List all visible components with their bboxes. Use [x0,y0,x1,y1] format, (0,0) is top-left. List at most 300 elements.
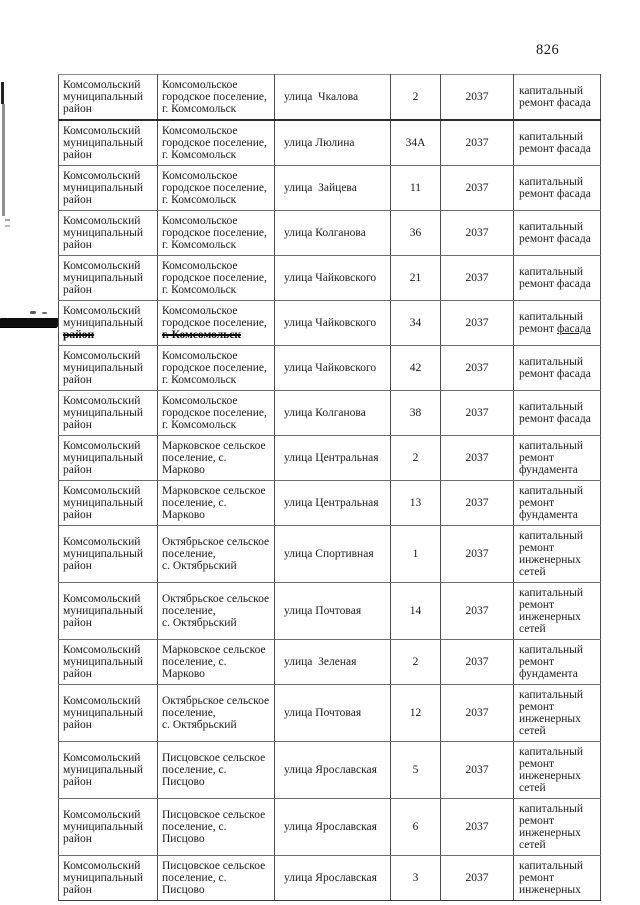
house-number-cell [391,640,441,685]
cell-text-line: с. Октябрьский [162,560,237,572]
house-number-cell [391,166,441,211]
cell-text-line: муниципальный [63,821,144,833]
district-cell [59,742,158,799]
cell-text-line: Комсомольский [63,485,141,497]
cell-text-line: 2037 [465,137,489,149]
year-cell [441,436,514,481]
settlement-cell [158,481,275,526]
cell-text-line: 2037 [465,91,489,103]
cell-text-line: район [63,419,92,431]
cell-text-line: инженерных [519,770,581,782]
cell-text-line: поселение, с. Писцово [162,821,230,845]
settlement-cell [158,742,275,799]
cell-text-line: фундамента [519,464,578,476]
cell-text-line: 3 [412,872,419,884]
cell-text-line: 2037 [465,497,489,509]
cell-text-line: сетей [519,566,546,578]
cell-text-line: Комсомольский [63,536,141,548]
street-cell [275,640,391,685]
cell-text-segment: район [63,329,95,341]
cell-text-line: 2037 [465,407,489,419]
table-row [59,685,601,742]
cell-text-line: район [63,103,92,115]
cell-text-line: Комсомольское [162,170,238,182]
cell-text-line: инженерных [519,611,581,623]
cell-text-line [519,323,596,335]
cell-text-line: поселение, с. Марково [162,656,230,680]
repair-type-cell [514,481,601,526]
cell-text-line: капитальный [519,860,584,872]
cell-text-line: капитальный [519,746,584,758]
cell-text-line: 2037 [465,548,489,560]
cell-text-line: капитальный [519,803,584,815]
cell-text-line: г. Комсомольск [162,419,237,431]
district-cell [59,526,158,583]
cell-text-line: Комсомольское [162,305,238,317]
street-cell [275,436,391,481]
table-row [59,799,601,856]
table-row [59,481,601,526]
cell-text-line: муниципальный [63,272,144,284]
cell-text-line: улица Ярославская [284,872,377,884]
cell-text-line: капитальный [519,485,584,497]
cell-text-line: 6 [412,821,419,833]
cell-text-line: муниципальный [63,548,144,560]
house-number-cell [391,436,441,481]
cell-text-line: 11 [409,182,422,194]
house-number-cell [391,583,441,640]
cell-text-segment: фасада [556,323,591,335]
repair-type-cell [514,166,601,211]
cell-text-line: городское поселение, [162,362,267,374]
cell-text-line: 2037 [465,821,489,833]
cell-text-line: городское поселение, [162,227,267,239]
cell-text-line: 2037 [465,872,489,884]
cell-text-line: улица Зайцева [284,182,357,194]
year-cell [441,583,514,640]
cell-text-line: ремонт [519,497,555,509]
cell-text-line: 12 [409,707,422,719]
street-cell [275,856,391,901]
cell-text-line: поселение, [162,605,216,617]
repair-type-cell [514,583,601,640]
cell-text-line: поселение, с. Писцово [162,872,230,896]
cell-text-line: улица Чайковского [284,362,377,374]
cell-text-line: Комсомольский [63,350,141,362]
cell-text-line: 2037 [465,182,489,194]
cell-text-line: ремонт [519,872,555,884]
cell-text-line: ремонт [519,758,555,770]
repair-type-cell [514,799,601,856]
cell-text-line: Комсомольский [63,395,141,407]
table-row [59,120,601,166]
cell-text-line: сетей [519,725,546,737]
cell-text-line: городское поселение, [162,272,267,284]
cell-text-line: улица Почтовая [284,707,362,719]
repair-type-cell [514,640,601,685]
year-cell [441,640,514,685]
settlement-cell [158,856,275,901]
cell-text-line: г. Комсомольск [162,284,237,296]
repair-type-cell [514,301,601,346]
settlement-cell [158,166,275,211]
cell-text-line: Комсомольский [63,440,141,452]
cell-text-line: Комсомольский [63,215,141,227]
cell-text-line: Марковское сельское [162,485,266,497]
cell-text-line: капитальный [519,587,584,599]
street-cell [275,346,391,391]
cell-text-line: муниципальный [63,227,144,239]
cell-text-line: Октябрьское сельское [162,536,270,548]
house-number-cell [391,685,441,742]
year-cell [441,166,514,211]
district-cell [59,75,158,121]
house-number-cell [391,301,441,346]
cell-text-line: капитальный [519,530,584,542]
cell-text-line: 34 [409,317,422,329]
table-row [59,391,601,436]
cell-text-line: ремонт [519,542,555,554]
cell-text-line: инженерных [519,884,581,896]
table-row [59,211,601,256]
cell-text-line: Комсомольский [63,170,141,182]
settlement-cell [158,799,275,856]
cell-text-line: улица Чайковского [284,317,377,329]
cell-text-line: капитальный [519,644,584,656]
cell-text-line: ремонт фасада [519,97,591,109]
cell-text-line [162,329,270,341]
cell-text-line: г. Комсомольск [162,374,237,386]
cell-text-line: муниципальный [63,764,144,776]
street-cell [275,685,391,742]
cell-text-line: поселение, с. Марково [162,497,230,521]
cell-text-line: Комсомольское [162,350,238,362]
street-cell [275,211,391,256]
cell-text-line: район [63,194,92,206]
cell-text-line: ремонт фасада [519,188,591,200]
cell-text-line: район [63,464,92,476]
cell-text-line [63,329,153,341]
street-cell [275,75,391,121]
settlement-cell [158,391,275,436]
cell-text-segment: ремонт [519,323,557,335]
cell-text-line: капитальный [519,311,584,323]
table-row [59,346,601,391]
repair-type-cell [514,211,601,256]
table-row [59,583,601,640]
year-cell [441,481,514,526]
ink-blot-strikethrough [0,318,58,327]
year-cell [441,526,514,583]
cell-text-line: Октябрьское сельское [162,695,270,707]
settlement-cell [158,211,275,256]
repair-type-cell [514,436,601,481]
cell-text-line: фундамента [519,668,578,680]
cell-text-line: 2037 [465,362,489,374]
cell-text-line: Комсомольский [63,260,141,272]
cell-text-line: ремонт [519,656,555,668]
cell-text-line: 2037 [465,656,489,668]
cell-text-line: улица Центральная [284,497,379,509]
cell-text-line: улица Спортивная [284,548,374,560]
cell-text-line: район [63,668,92,680]
table-row [59,742,601,799]
cell-text-line: Комсомольский [63,752,141,764]
cell-text-line: поселение, с. Писцово [162,764,230,788]
cell-text-line: 2 [412,91,419,103]
page-number: 826 [536,42,560,58]
street-cell [275,120,391,166]
ink-speck [30,311,36,314]
street-cell [275,391,391,436]
year-cell [441,391,514,436]
year-cell [441,685,514,742]
cell-text-line: 2037 [465,272,489,284]
scan-streak-tick [5,219,10,221]
cell-text-line: сетей [519,623,546,635]
cell-text-line: капитальный [519,266,584,278]
house-number-cell [391,75,441,121]
cell-text-line: муниципальный [63,605,144,617]
house-number-cell [391,256,441,301]
cell-text-line: капитальный [519,131,584,143]
cell-text-line: поселение, с. Марково [162,452,230,476]
street-cell [275,481,391,526]
cell-text-line: муниципальный [63,407,144,419]
cell-text-line: улица Колганова [284,227,366,239]
cell-text-line: 1 [412,548,419,560]
district-cell [59,211,158,256]
district-cell [59,856,158,901]
cell-text-line: Комсомольское [162,79,238,91]
cell-text-line: Комсомольский [63,860,141,872]
cell-text-line: муниципальный [63,362,144,374]
table-row [59,166,601,211]
cell-text-line: капитальный [519,356,584,368]
cell-text-line: Марковское сельское [162,644,266,656]
cell-text-line: муниципальный [63,872,144,884]
scan-streak-dark-segment [1,82,4,104]
year-cell [441,256,514,301]
district-cell [59,166,158,211]
cell-text-line: сетей [519,782,546,794]
table-row [59,856,601,901]
cell-text-line: с. Октябрьский [162,719,237,731]
cell-text-line: Писцовское сельское [162,809,266,821]
cell-text-line: инженерных [519,827,581,839]
cell-text-line: 38 [409,407,422,419]
cell-text-line: улица Люлина [284,137,355,149]
settlement-cell [158,526,275,583]
year-cell [441,75,514,121]
cell-text-line: муниципальный [63,452,144,464]
cell-text-line: г. Комсомольск [162,239,237,251]
repair-type-cell [514,75,601,121]
table-row [59,526,601,583]
scan-streak-gray-segment [2,104,5,216]
street-cell [275,742,391,799]
cell-text-line: 2 [412,656,419,668]
repair-type-cell [514,742,601,799]
cell-text-line: 42 [409,362,422,374]
house-number-cell [391,481,441,526]
ink-speck [42,312,47,314]
cell-text-line: 2037 [465,764,489,776]
cell-text-line: фундамента [519,509,578,521]
cell-text-line: городское поселение, [162,91,267,103]
settlement-cell [158,640,275,685]
cell-text-line: городское поселение, [162,407,267,419]
settlement-cell [158,256,275,301]
cell-text-line: район [63,374,92,386]
cell-text-line: Комсомольское [162,395,238,407]
cell-text-line: Октябрьское сельское [162,593,270,605]
cell-text-line: г. Комсомольск [162,149,237,161]
cell-text-line: инженерных [519,713,581,725]
house-number-cell [391,526,441,583]
cell-text-line: г. Комсомольск [162,194,237,206]
cell-text-line: район [63,884,92,896]
cell-text-line: ремонт [519,599,555,611]
district-cell [59,640,158,685]
cell-text-line: 5 [412,764,419,776]
settlement-cell [158,120,275,166]
cell-text-line: улица Зеленая [284,656,357,668]
district-cell [59,685,158,742]
table-row [59,301,601,346]
cell-text-line: улица Центральная [284,452,379,464]
settlement-cell [158,75,275,121]
cell-text-line: инженерных [519,554,581,566]
settlement-cell [158,685,275,742]
repair-type-cell [514,391,601,436]
house-number-cell [391,742,441,799]
cell-text-line: район [63,560,92,572]
table-row [59,256,601,301]
repair-schedule-table [58,74,601,901]
cell-text-line: капитальный [519,176,584,188]
cell-text-line: капитальный [519,401,584,413]
cell-text-line: 2 [412,452,419,464]
cell-text-line: 2037 [465,707,489,719]
house-number-cell [391,346,441,391]
cell-text-line: ремонт фасада [519,233,591,245]
cell-text-line: муниципальный [63,91,144,103]
cell-text-line: район [63,719,92,731]
cell-text-line: городское поселение, [162,317,267,329]
cell-text-line: ремонт фасада [519,143,591,155]
cell-text-line: 2037 [465,605,489,617]
cell-text-line: Комсомольский [63,125,141,137]
cell-text-line: ремонт [519,701,555,713]
repair-type-cell [514,256,601,301]
cell-text-line: улица Почтовая [284,605,362,617]
cell-text-line: улица Чайковского [284,272,377,284]
cell-text-line: район [63,509,92,521]
cell-text-line: 21 [409,272,422,284]
repair-schedule-table-body [59,75,601,901]
cell-text-line: улица Колганова [284,407,366,419]
cell-text-line: Комсомольское [162,125,238,137]
cell-text-line: ремонт фасада [519,278,591,290]
cell-text-line: 14 [409,605,422,617]
cell-text-line: 34А [405,137,426,149]
cell-text-line: район [63,149,92,161]
cell-text-line: капитальный [519,85,584,97]
house-number-cell [391,856,441,901]
district-cell [59,799,158,856]
repair-type-cell [514,526,601,583]
year-cell [441,211,514,256]
cell-text-line: Комсомольский [63,695,141,707]
cell-text-line: улица Ярославская [284,821,377,833]
street-cell [275,583,391,640]
repair-type-cell [514,856,601,901]
cell-text-line: район [63,617,92,629]
cell-text-line: с. Октябрьский [162,617,237,629]
cell-text-line: ремонт фасада [519,368,591,380]
cell-text-line: Комсомольский [63,644,141,656]
year-cell [441,856,514,901]
cell-text-line: Писцовское сельское [162,752,266,764]
cell-text-line: 2037 [465,452,489,464]
street-cell [275,301,391,346]
cell-text-line: муниципальный [63,656,144,668]
settlement-cell [158,436,275,481]
street-cell [275,166,391,211]
cell-text-line: муниципальный [63,137,144,149]
year-cell [441,742,514,799]
cell-text-line: ремонт [519,452,555,464]
street-cell [275,256,391,301]
cell-text-line: Писцовское сельское [162,860,266,872]
settlement-cell [158,301,275,346]
cell-text-line: 13 [409,497,422,509]
house-number-cell [391,211,441,256]
year-cell [441,346,514,391]
cell-text-line: Комсомольский [63,79,141,91]
district-cell [59,481,158,526]
year-cell [441,301,514,346]
cell-text-line: капитальный [519,221,584,233]
street-cell [275,799,391,856]
cell-text-line: Марковское сельское [162,440,266,452]
house-number-cell [391,120,441,166]
cell-text-line: 36 [409,227,422,239]
cell-text-line: муниципальный [63,707,144,719]
cell-text-line: поселение, [162,707,216,719]
table-row [59,640,601,685]
cell-text-line: улица Чкалова [284,91,359,103]
cell-text-line: Комсомольский [63,809,141,821]
district-cell [59,256,158,301]
cell-text-line: 2037 [465,227,489,239]
cell-text-line: сетей [519,839,546,851]
settlement-cell [158,583,275,640]
cell-text-line: Комсомольский [63,593,141,605]
scan-streak-tick [5,225,10,227]
cell-text-line: муниципальный [63,497,144,509]
cell-text-line: район [63,776,92,788]
table-row [59,436,601,481]
cell-text-line: городское поселение, [162,137,267,149]
cell-text-line: улица Ярославская [284,764,377,776]
cell-text-line: район [63,284,92,296]
district-cell [59,120,158,166]
district-cell [59,346,158,391]
year-cell [441,799,514,856]
cell-text-line: Комсомольское [162,260,238,272]
